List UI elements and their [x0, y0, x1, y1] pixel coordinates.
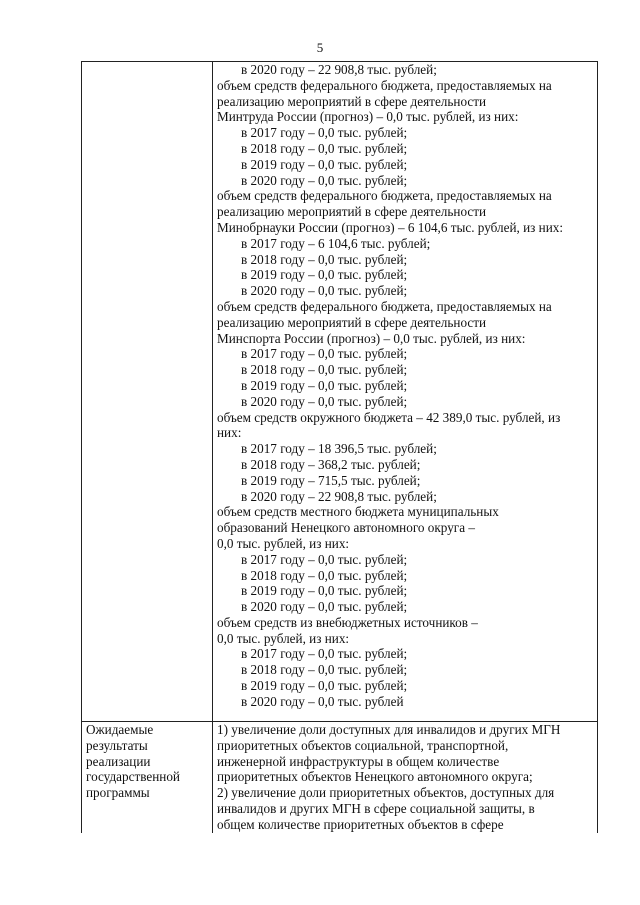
funding-year-line: в 2019 году – 0,0 тыс. рублей; [241, 156, 408, 172]
funding-text-line: 0,0 тыс. рублей, из них: [217, 630, 350, 646]
funding-year-line: в 2018 году – 0,0 тыс. рублей; [241, 251, 408, 267]
funding-year-line: в 2019 году – 0,0 тыс. рублей; [241, 678, 408, 694]
program-passport-table [81, 61, 598, 833]
funding-text-line: реализацию мероприятий в сфере деятельности [217, 314, 487, 330]
expected-results-text-cell [213, 722, 598, 833]
funding-row [82, 62, 598, 722]
funding-year-line: в 2018 году – 0,0 тыс. рублей; [241, 567, 408, 583]
funding-year-line: в 2018 году – 0,0 тыс. рублей; [241, 662, 408, 678]
funding-year-line: в 2019 году – 715,5 тыс. рублей; [241, 472, 421, 488]
funding-year-line: в 2020 году – 22 908,8 тыс. рублей; [241, 488, 437, 504]
funding-text-line: Минспорта России (прогноз) – 0,0 тыс. рублей, из них: [217, 330, 526, 346]
expected-results-line: приоритетных объектов социальной, транспортной, [217, 737, 509, 753]
funding-year-line: в 2019 году – 0,0 тыс. рублей; [241, 377, 408, 393]
funding-year-line: в 2020 году – 22 908,8 тыс. рублей; [241, 62, 437, 77]
funding-year-line: в 2017 году – 6 104,6 тыс. рублей; [241, 235, 431, 251]
funding-text-line: Минобрнауки России (прогноз) – 6 104,6 тыс. рублей, из них: [217, 219, 564, 235]
funding-year-line: в 2017 году – 0,0 тыс. рублей; [241, 646, 408, 662]
expected-results-line: 1) увеличение доли доступных для инвалидов и других МГН [217, 722, 561, 737]
funding-year-line: в 2017 году – 0,0 тыс. рублей; [241, 346, 408, 362]
expected-results-line: приоритетных объектов Ненецкого автономного округа; [217, 769, 533, 785]
funding-text-line: 0,0 тыс. рублей, из них: [217, 535, 350, 551]
funding-text-line: них: [217, 425, 242, 441]
funding-year-line: в 2019 году – 0,0 тыс. рублей; [241, 583, 408, 599]
funding-text-line: объем средств федерального бюджета, предоставляемых на [217, 77, 552, 93]
funding-text-cell [213, 62, 598, 722]
funding-year-line: в 2018 году – 0,0 тыс. рублей; [241, 140, 408, 156]
funding-year-line: в 2018 году – 368,2 тыс. рублей; [241, 456, 421, 472]
expected-results-label-line: Ожидаемые [86, 722, 154, 737]
funding-year-line: в 2018 году – 0,0 тыс. рублей; [241, 362, 408, 378]
page-number: 5 [316, 40, 324, 55]
funding-year-line: в 2020 году – 0,0 тыс. рублей; [241, 599, 408, 615]
funding-text-line: Минтруда России (прогноз) – 0,0 тыс. рублей, из них: [217, 109, 519, 125]
funding-year-line: в 2017 году – 0,0 тыс. рублей; [241, 125, 408, 141]
expected-results-line: инвалидов и других МГН в сфере социальной защиты, в [217, 800, 535, 816]
expected-results-label-line: реализации [86, 753, 151, 769]
funding-year-line: в 2020 году – 0,0 тыс. рублей; [241, 172, 408, 188]
funding-text-line: объем средств из внебюджетных источников – [217, 614, 478, 630]
funding-text-line: объем средств окружного бюджета – 42 389,0 тыс. рублей, из [217, 409, 561, 425]
expected-results-line: 2) увеличение доли приоритетных объектов, доступных для [217, 785, 555, 801]
funding-text-line: реализацию мероприятий в сфере деятельности [217, 204, 487, 220]
funding-label-cell [82, 62, 213, 722]
funding-year-line: в 2017 году – 0,0 тыс. рублей; [241, 551, 408, 567]
funding-text-line: объем средств федерального бюджета, предоставляемых на [217, 188, 552, 204]
funding-year-line: в 2020 году – 0,0 тыс. рублей; [241, 283, 408, 299]
expected-results-label-line: результаты [86, 737, 148, 753]
expected-results-row [82, 722, 598, 833]
funding-year-line: в 2019 году – 0,0 тыс. рублей; [241, 267, 408, 283]
funding-text-line: объем средств местного бюджета муниципальных [217, 504, 499, 520]
funding-year-line: в 2017 году – 18 396,5 тыс. рублей; [241, 441, 437, 457]
expected-results-label-cell [82, 722, 213, 833]
funding-year-line: в 2020 году – 0,0 тыс. рублей; [241, 393, 408, 409]
expected-results-line: общем количестве приоритетных объектов в сфере [217, 816, 504, 832]
funding-text-line: образований Ненецкого автономного округа – [217, 520, 475, 536]
expected-results-label-line: программы [86, 785, 150, 801]
funding-year-line: в 2020 году – 0,0 тыс. рублей [241, 693, 404, 709]
funding-text-line: реализацию мероприятий в сфере деятельности [217, 93, 487, 109]
funding-text-line: объем средств федерального бюджета, предоставляемых на [217, 298, 552, 314]
expected-results-line: инженерной инфраструктуры в общем количестве [217, 753, 500, 769]
expected-results-label-line: государственной [86, 769, 180, 785]
